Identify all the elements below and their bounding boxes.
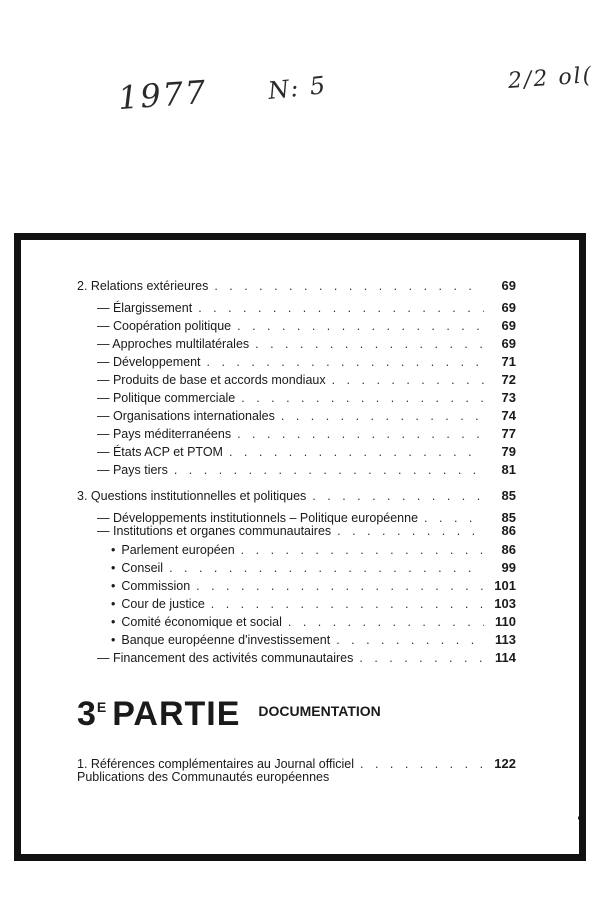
toc-entry-text: — Institutions et organes communautaires [97,524,332,538]
toc-entry-text: — Coopération politique [97,319,232,333]
toc-entry [111,578,516,595]
dot-leader [360,757,484,771]
documentation-line: Publications des Communautés européennes [77,770,330,784]
dot-leader [337,524,484,538]
dot-leader [196,579,484,593]
toc-entry [97,372,516,389]
dot-leader [359,651,484,665]
toc-entry-page: 72 [501,372,516,387]
toc-entry-text: Conseil [121,561,164,575]
handwritten-year: 1977 [116,72,209,118]
part-word: PARTIE [112,695,241,733]
dot-leader [255,337,484,351]
toc-entry [97,390,516,407]
dot-leader [281,409,484,423]
dot-leader [207,355,484,369]
toc-entry [97,318,516,335]
toc-entry [111,542,516,559]
part-number-superscript: E [96,699,107,715]
dot-leader [237,427,484,441]
table-of-contents-frame [14,233,586,861]
toc-entry-text: 2. Relations extérieures [77,279,209,293]
part-heading [77,695,381,734]
toc-entry-page: 69 [501,318,516,333]
toc-entry [111,632,516,649]
toc-entry [97,354,516,371]
toc-entry-label [77,489,306,503]
toc-entry-page: 86 [501,523,516,538]
toc-entry-page: 113 [495,632,516,647]
dot-leader [214,279,484,293]
toc-entry-page: 103 [494,596,516,611]
part-number: 3 [77,695,97,733]
toc-entry [77,488,516,505]
toc-entry-text: — Produits de base et accords mondiaux [97,373,326,387]
toc-entry-page: 81 [501,462,516,477]
toc-entry-page: 110 [495,614,516,629]
bullet-icon: • [111,543,116,557]
toc-entry-page: 69 [501,300,516,315]
toc-entry-text: Comité économique et social [121,615,282,629]
toc-entry-page: 99 [501,560,516,575]
toc-entry-label [111,597,205,611]
dot-leader [237,319,484,333]
dot-leader [332,373,484,387]
toc-entry-label [97,524,331,538]
handwritten-fraction: 2/2 ol( [507,63,595,94]
toc-entry-label [97,355,201,369]
toc-entry-label [111,615,282,629]
toc-entry-label [97,391,235,405]
toc-entry-page: 101 [494,578,516,593]
toc-entry-label [97,337,249,351]
toc-entry-page: 85 [501,510,516,525]
toc-entry [111,560,516,577]
toc-entry-label [97,373,326,387]
toc-entry-label [97,427,231,441]
toc-entry-text: — Approches multilatérales [97,337,250,351]
toc-entry [97,650,516,667]
toc-entry-page: 69 [501,278,516,293]
dot-leader [288,615,484,629]
toc-entry [77,278,516,295]
toc-entry [97,426,516,443]
dot-leader [211,597,484,611]
toc-entry [97,444,516,461]
toc-entry-label [111,561,163,575]
part-subtitle: DOCUMENTATION [258,703,381,719]
toc-entry-label [111,543,235,557]
toc-entry-label [97,409,275,423]
bullet-icon: • [111,561,116,575]
toc-entry-label [111,579,190,593]
dot-leader [241,391,484,405]
toc-entry [97,408,516,425]
toc-entry-page: 114 [495,650,516,665]
toc-entry-label [97,301,192,315]
handwritten-number: N: 5 [266,70,329,106]
toc-entry-label [97,445,223,459]
toc-entry-text: Banque européenne d'investissement [121,633,331,647]
toc-entry-text: — Organisations internationales [97,409,275,423]
toc-entry-page: 86 [501,542,516,557]
toc-entry-text: Parlement européen [121,543,235,557]
bullet-icon: • [111,597,116,611]
bullet-icon: • [111,615,116,629]
toc-entry-text: — Financement des activités communautaires [97,651,354,665]
toc-entry-text: Cour de justice [121,597,205,611]
toc-entry-page: 73 [501,390,516,405]
toc-entry-label [77,279,208,293]
toc-entry-page: 79 [501,444,516,459]
dot-leader [169,561,484,575]
dot-leader [312,489,484,503]
dot-leader [229,445,484,459]
toc-entry-page: 122 [494,756,516,771]
toc-entry-text: — Pays méditerranéens [97,427,232,441]
toc-entry-text: — Développement [97,355,201,369]
toc-entry [111,614,516,631]
toc-entry-text: — États ACP et PTOM [97,445,223,459]
toc-entry-text: 3. Questions institutionnelles et politiques [77,489,307,503]
toc-entry-label [77,757,354,771]
dot-leader [198,301,484,315]
toc-entry-page: 74 [501,408,516,423]
toc-entry-label [97,463,168,477]
toc-entry [97,523,516,540]
toc-entry-text: 1. Références complémentaires au Journal officiel [77,757,354,771]
scan-speck [578,816,582,820]
toc-entry-text: — Politique commerciale [97,391,236,405]
toc-entry-page: 85 [501,488,516,503]
toc-entry-text: Commission [121,579,191,593]
toc-entry [97,462,516,479]
toc-entry-label [97,651,353,665]
toc-entry-text: — Pays tiers [97,463,168,477]
toc-entry-page: 69 [501,336,516,351]
bullet-icon: • [111,633,116,647]
toc-entry-text: — Élargissement [97,301,193,315]
toc-entry-label [97,319,231,333]
dot-leader [241,543,484,557]
toc-entry [97,336,516,353]
dot-leader [336,633,484,647]
toc-entry-page: 71 [501,354,516,369]
toc-entry [97,300,516,317]
toc-entry-label [111,633,330,647]
bullet-icon: • [111,579,116,593]
dot-leader [174,463,484,477]
toc-entry-text: — Développements institutionnels – Politique européenne [97,511,419,525]
toc-entry [111,596,516,613]
toc-entry-page: 77 [501,426,516,441]
